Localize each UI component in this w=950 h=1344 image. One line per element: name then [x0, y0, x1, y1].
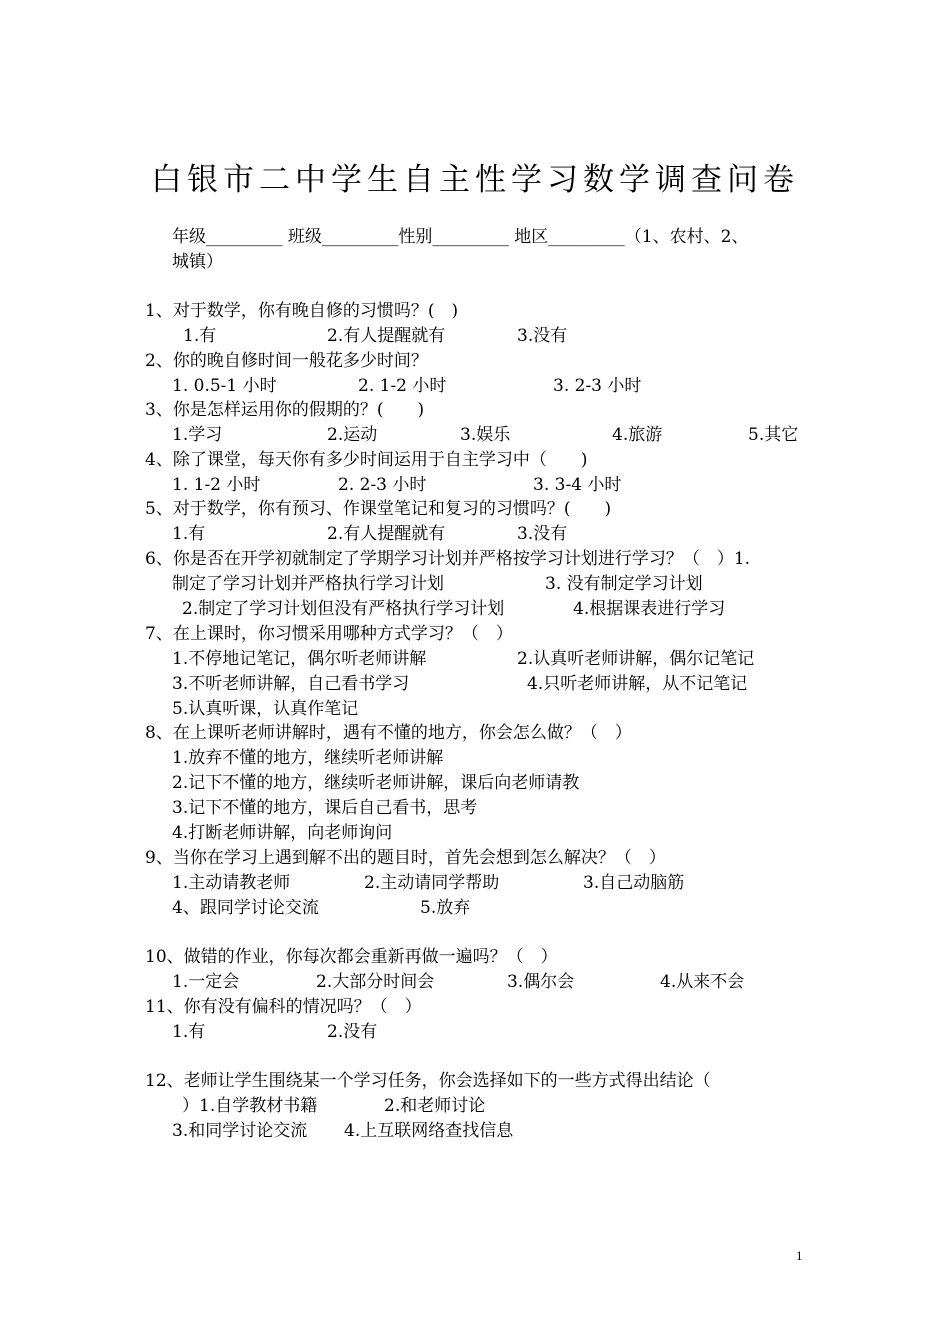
option-q3-2: 2.运动	[327, 425, 378, 445]
option-q6-1: 制定了学习计划并严格执行学习计划	[172, 574, 444, 594]
option-q12-1: ）1.自学教材书籍	[182, 1096, 318, 1116]
option-q10-4: 4.从来不会	[660, 972, 745, 992]
option-q3-3: 3.娱乐	[460, 425, 511, 445]
question-2: 2、你的晚自修时间一般花多少时间？	[145, 351, 428, 371]
option-q9-1: 1.主动请教老师	[172, 873, 291, 893]
option-q9-2: 2.主动请同学帮助	[364, 873, 500, 893]
option-q7-5: 5.认真听课，认真作笔记	[172, 699, 359, 719]
option-q6-4: 4.根据课表进行学习	[573, 599, 726, 619]
option-q12-3: 3.和同学讨论交流	[172, 1121, 308, 1141]
option-q7-3: 3.不听老师讲解，自己看书学习	[172, 674, 410, 694]
option-q3-5: 5.其它	[748, 425, 799, 445]
option-q7-4: 4.只听老师讲解，从不记笔记	[527, 674, 748, 694]
option-q8-1: 1.放弃不懂的地方，继续听老师讲解	[172, 748, 444, 768]
option-q9-3: 3.自己动脑筋	[583, 873, 685, 893]
question-5: 5、对于数学，你有预习、作课堂笔记和复习的习惯吗？( )	[145, 499, 612, 519]
page-title: 白银市二中学生自主性学习数学调查问卷	[151, 162, 799, 198]
option-q12-4: 4.上互联网络查找信息	[344, 1121, 514, 1141]
option-q3-4: 4.旅游	[612, 425, 663, 445]
question-3: 3、你是怎样运用你的假期的？( )	[145, 400, 425, 420]
option-q4-3: 3. 3-4 小时	[533, 475, 622, 495]
option-q8-2: 2.记下不懂的地方，继续听老师讲解，课后向老师请教	[172, 773, 580, 793]
option-q10-2: 2.大部分时间会	[316, 972, 435, 992]
option-q5-2: 2.有人提醒就有	[327, 524, 446, 544]
option-q2-1: 1. 0.5-1 小时	[172, 376, 277, 396]
option-q6-2: 2.制定了学习计划但没有严格执行学习计划	[182, 599, 505, 619]
option-q10-1: 1.一定会	[172, 972, 240, 992]
option-q5-1: 1.有	[172, 524, 206, 544]
question-1: 1、对于数学，你有晚自修的习惯吗？( )	[145, 301, 459, 321]
option-q9-5: 5.放弃	[420, 898, 471, 918]
option-q4-1: 1. 1-2 小时	[172, 475, 261, 495]
option-q1-2: 2.有人提醒就有	[327, 326, 446, 346]
option-q9-4: 4、跟同学讨论交流	[172, 898, 319, 918]
question-12: 12、老师让学生围绕某一个学习任务，你会选择如下的一些方式得出结论（	[145, 1071, 711, 1091]
question-6: 6、你是否在开学初就制定了学期学习计划并严格按学习计划进行学习？（ ）1.	[145, 549, 751, 569]
question-4: 4、除了课堂，每天你有多少时间运用于自主学习中（ )	[145, 450, 588, 470]
question-11: 11、你有没有偏科的情况吗？（ ）	[145, 997, 422, 1017]
student-info-line-1: 年级_________ 班级_________性别_________ 地区_________（1、农村、2、	[172, 227, 749, 247]
option-q1-1: 1.有	[183, 326, 217, 346]
option-q7-2: 2.认真听老师讲解，偶尔记笔记	[517, 649, 755, 669]
option-q2-2: 2. 1-2 小时	[358, 376, 447, 396]
option-q12-2: 2.和老师讨论	[384, 1096, 486, 1116]
page-number: 1	[796, 1248, 803, 1263]
question-9: 9、当你在学习上遇到解不出的题目时，首先会想到怎么解决？（ ）	[145, 848, 666, 868]
question-7: 7、在上课时，你习惯采用哪种方式学习？（ ）	[145, 624, 513, 644]
option-q11-1: 1.有	[172, 1022, 206, 1042]
option-q7-1: 1.不停地记笔记，偶尔听老师讲解	[172, 649, 427, 669]
option-q5-3: 3.没有	[517, 524, 568, 544]
option-q2-3: 3. 2-3 小时	[553, 376, 642, 396]
question-8: 8、在上课听老师讲解时，遇有不懂的地方，你会怎么做？（ ）	[145, 723, 632, 743]
option-q8-4: 4.打断老师讲解，向老师询问	[172, 823, 393, 843]
option-q3-1: 1.学习	[172, 425, 223, 445]
option-q11-2: 2.没有	[327, 1022, 378, 1042]
option-q6-3: 3. 没有制定学习计划	[545, 574, 703, 594]
question-10: 10、做错的作业，你每次都会重新再做一遍吗？（ ）	[145, 947, 558, 967]
option-q4-2: 2. 2-3 小时	[338, 475, 427, 495]
student-info-line-2: 城镇）	[172, 252, 223, 272]
option-q8-3: 3.记下不懂的地方，课后自己看书，思考	[172, 798, 478, 818]
option-q1-3: 3.没有	[517, 326, 568, 346]
option-q10-3: 3.偶尔会	[507, 972, 575, 992]
